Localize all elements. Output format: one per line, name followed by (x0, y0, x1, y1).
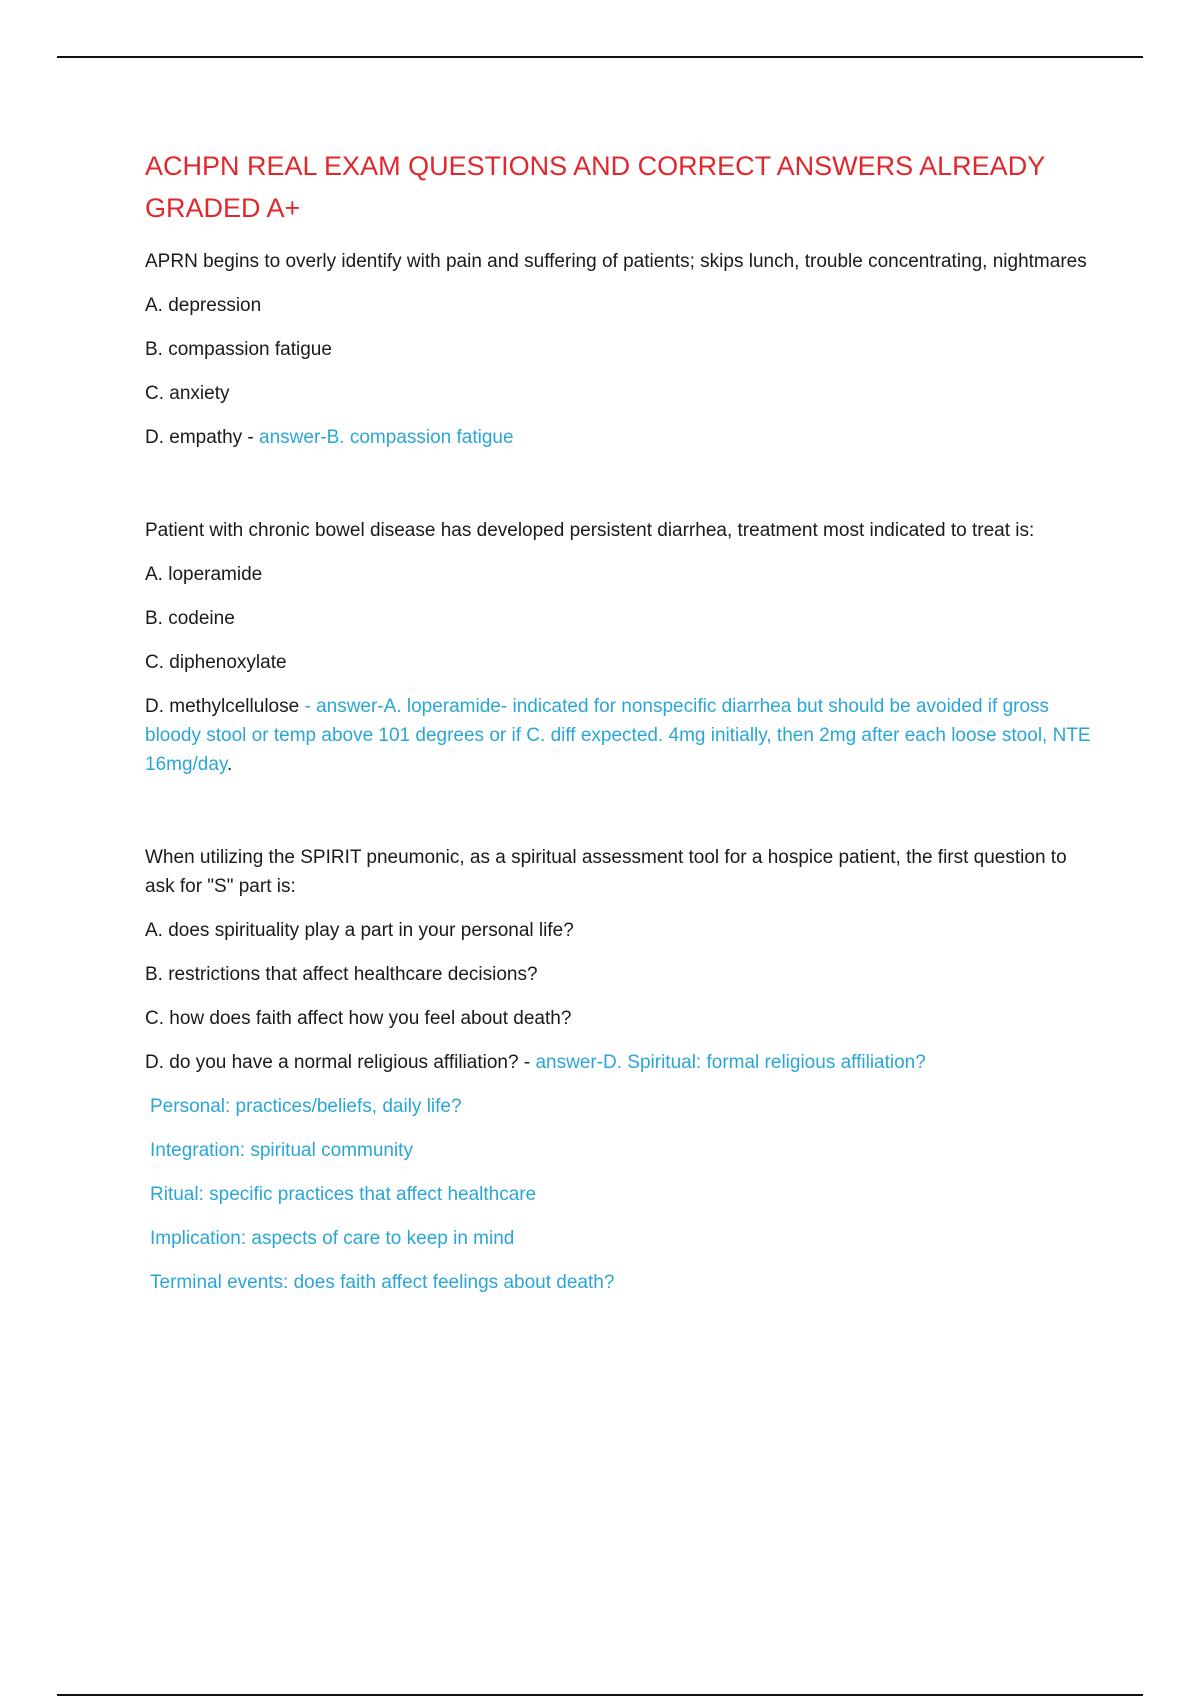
option-a: A. loperamide (145, 564, 263, 585)
answer-line-integration: Integration: spiritual community (150, 1140, 413, 1161)
option-d: D. do you have a normal religious affiliation? (145, 1052, 519, 1073)
question-stem: When utilizing the SPIRIT pneumonic, as a spiritual assessment tool for a hospice patient, the first question to ask for "S" part is: (145, 847, 1067, 897)
answer-line-implication: Implication: aspects of care to keep in mind (150, 1228, 515, 1249)
option-d-with-answer (145, 692, 1095, 779)
answer-text: answer-B. compassion fatigue (259, 427, 514, 448)
question-block-3 (145, 843, 1095, 1297)
option-a: A. depression (145, 295, 262, 316)
option-d: D. empathy (145, 427, 243, 448)
answer-separator: - (242, 427, 260, 448)
option-b: B. restrictions that affect healthcare decisions? (145, 964, 538, 985)
option-d-with-answer (145, 423, 1095, 452)
option-c: C. anxiety (145, 383, 230, 404)
answer-tail: . (227, 754, 233, 775)
answer-separator: - (518, 1052, 536, 1073)
question-block-2 (145, 516, 1095, 779)
top-rule (57, 56, 1143, 58)
answer-line-personal: Personal: practices/beliefs, daily life? (150, 1096, 462, 1117)
option-d: D. methylcellulose (145, 696, 300, 717)
answer-line-ritual: Ritual: specific practices that affect healthcare (150, 1184, 537, 1205)
answer-text: answer-D. Spiritual: formal religious affiliation? (535, 1052, 926, 1073)
question-stem: Patient with chronic bowel disease has developed persistent diarrhea, treatment most indicated to treat is: (145, 520, 1035, 541)
question-stem: APRN begins to overly identify with pain and suffering of patients; skips lunch, trouble concentrating, nightmares (145, 251, 1087, 272)
option-a: A. does spirituality play a part in your personal life? (145, 920, 574, 941)
bottom-rule (57, 1694, 1143, 1696)
option-c: C. how does faith affect how you feel about death? (145, 1008, 572, 1029)
option-b: B. compassion fatigue (145, 339, 332, 360)
question-block-1 (145, 247, 1095, 452)
option-b: B. codeine (145, 608, 235, 629)
answer-separator: - (299, 696, 317, 717)
option-c: C. diphenoxylate (145, 652, 287, 673)
answer-text: answer-A. loperamide- indicated for nonspecific diarrhea but should be avoided if gross bloody stool or temp above 101 degrees or if C. diff expected. 4mg initially, then 2mg after each loose stool, NTE 16mg/day (145, 696, 1091, 775)
answer-line-terminal-events: Terminal events: does faith affect feelings about death? (150, 1272, 615, 1293)
document-body (145, 145, 1095, 1312)
document-title: ACHPN REAL EXAM QUESTIONS AND CORRECT ANSWERS ALREADY GRADED A+ (145, 151, 1045, 223)
option-d-with-answer (145, 1048, 1095, 1077)
